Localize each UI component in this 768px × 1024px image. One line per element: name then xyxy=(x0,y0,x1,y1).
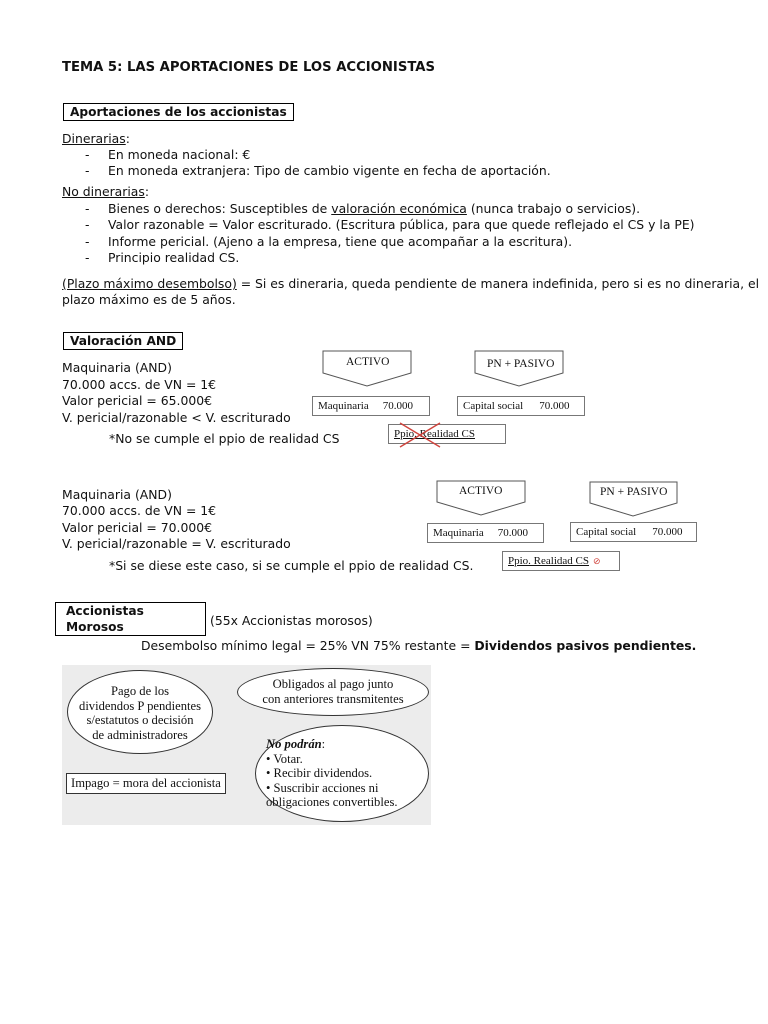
asset-name: Maquinaria xyxy=(318,400,369,412)
bubble-line: con anteriores transmitentes xyxy=(262,691,404,706)
case1-line: Maquinaria (AND) xyxy=(62,360,172,375)
list-item: - Principio realidad CS. xyxy=(62,250,694,266)
asset-box xyxy=(427,523,544,543)
bubble-line: Obligados al pago junto xyxy=(272,677,394,691)
dinerarias-list xyxy=(62,147,551,180)
bubble-obligados xyxy=(237,668,429,716)
page-title: TEMA 5: LAS APORTACIONES DE LOS ACCIONISTAS xyxy=(62,60,435,75)
list-item xyxy=(62,201,694,217)
activo-label: ACTIVO xyxy=(459,485,503,497)
case1-line: Valor pericial = 65.000€ xyxy=(62,393,212,408)
bubble-line: • Votar. xyxy=(266,751,303,766)
plazo-underlined: (Plazo máximo desembolso) xyxy=(62,276,237,291)
case2-line: 70.000 accs. de VN = 1€ xyxy=(62,503,217,518)
case2-note: *Si se diese este caso, si se cumple el ppio de realidad CS. xyxy=(109,558,474,573)
no-dinerarias-heading: No dinerarias: xyxy=(62,184,150,199)
case1-note: *No se cumple el ppio de realidad CS xyxy=(109,431,340,446)
case2-line: Valor pericial = 70.000€ xyxy=(62,520,212,535)
capital-value: 70.000 xyxy=(652,526,683,538)
cross-out-icon xyxy=(396,420,446,450)
dinerarias-heading-text: Dinerarias xyxy=(62,131,126,146)
item-text-underlined: valoración económica xyxy=(331,201,467,216)
section-label-morosos: Accionistas Morosos xyxy=(55,602,206,636)
bubble-line: • Recibir dividendos. xyxy=(266,766,373,781)
morosos-account: (55x Accionistas morosos) xyxy=(210,613,373,628)
bubble-title-line xyxy=(266,737,428,752)
case2-line: V. pericial/razonable = V. escriturado xyxy=(62,536,291,551)
bubble-title: No podrán xyxy=(266,737,322,751)
bubble-line: • Suscribir acciones ni xyxy=(266,780,379,795)
item-text: Bienes o derechos: Susceptibles de xyxy=(108,201,332,216)
bubble-line: dividendos P pendientes xyxy=(79,698,201,713)
capital-value: 70.000 xyxy=(539,400,570,412)
asset-value: 70.000 xyxy=(497,527,528,539)
list-item: - Valor razonable = Valor escriturado. (Escritura pública, para que quede reflejado el CS y la PE) xyxy=(62,217,694,233)
impago-box: Impago = mora del accionista xyxy=(66,773,226,794)
dinerarias-heading: Dinerarias: xyxy=(62,131,130,146)
no-dinerarias-heading-text: No dinerarias xyxy=(62,184,145,199)
bubble-title-colon: : xyxy=(321,737,326,751)
asset-box xyxy=(312,396,430,416)
desembolso-text: Desembolso mínimo legal = 25% VN 75% restante = xyxy=(141,638,475,653)
bubble-line: s/estatutos o decisión xyxy=(86,713,194,728)
case2-diagram xyxy=(423,477,713,577)
plazo-line1: = Si es dineraria, queda pendiente de manera indefinida, pero si es no dineraria, el xyxy=(236,276,760,291)
principle-box: Ppio. Realidad CS xyxy=(388,424,506,444)
list-item: - En moneda extranjera: Tipo de cambio vigente en fecha de aportación. xyxy=(62,163,551,179)
plazo-paragraph xyxy=(62,276,759,292)
bubble-line: Pago de los xyxy=(110,684,170,698)
principle-text: Ppio. Realidad CS xyxy=(508,555,589,567)
bubble-line: de administradores xyxy=(92,727,188,742)
capital-box xyxy=(457,396,585,416)
list-item: - En moneda nacional: € xyxy=(62,147,551,163)
asset-value: 70.000 xyxy=(382,400,413,412)
bubble-line: obligaciones convertibles. xyxy=(266,795,398,810)
asset-name: Maquinaria xyxy=(433,527,484,539)
list-item: - Informe pericial. (Ajeno a la empresa, tiene que acompañar a la escritura). xyxy=(62,234,694,250)
case2-line: Maquinaria (AND) xyxy=(62,487,172,502)
bubble-pago xyxy=(67,670,213,754)
item-text: (nunca trabajo o servicios). xyxy=(466,201,641,216)
case1-line: 70.000 accs. de VN = 1€ xyxy=(62,377,217,392)
case1-diagram xyxy=(308,345,598,450)
pn-label: PN + PASIVO xyxy=(600,486,668,498)
capital-name: Capital social xyxy=(576,526,637,538)
case1-line: V. pericial/razonable < V. escriturado xyxy=(62,410,291,425)
plazo-line2: plazo máximo es de 5 años. xyxy=(62,292,236,307)
pn-label: PN + PASIVO xyxy=(487,358,555,370)
desembolso-line xyxy=(141,638,696,654)
principle-box xyxy=(502,551,620,571)
bubble-no-podran xyxy=(255,725,429,822)
no-dinerarias-list xyxy=(62,201,694,267)
section-label-valoracion: Valoración AND xyxy=(63,332,183,350)
section-label-aportaciones: Aportaciones de los accionistas xyxy=(63,103,294,121)
check-mark-icon: ⊘ xyxy=(592,556,601,566)
morosos-figure xyxy=(62,665,431,825)
activo-label: ACTIVO xyxy=(346,356,390,368)
desembolso-bold: Dividendos pasivos pendientes. xyxy=(474,638,697,653)
capital-box xyxy=(570,522,697,542)
capital-name: Capital social xyxy=(463,400,524,412)
